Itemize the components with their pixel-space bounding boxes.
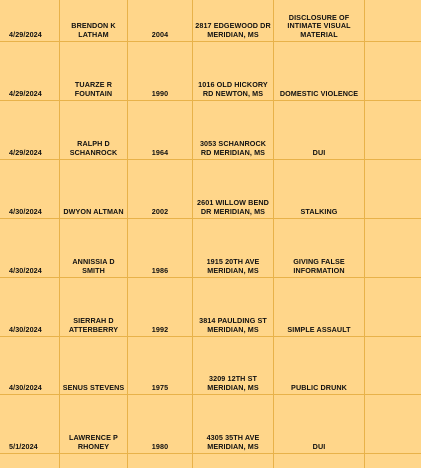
table-row xyxy=(0,100,421,159)
address-cell: 3053 SCHANROCK RD MERIDIAN, MS xyxy=(199,139,267,157)
table-row xyxy=(0,41,421,100)
address-cell: 4305 35TH AVE MERIDIAN, MS xyxy=(206,433,260,451)
address-cell: 1915 20TH AVE MERIDIAN, MS xyxy=(206,257,260,275)
charge-cell: DISCLOSURE OF INTIMATE VISUAL MATERIAL xyxy=(287,12,351,39)
address-cell: 2817 EDGEWOOD DR MERIDIAN, MS xyxy=(195,21,271,39)
date-cell: 4/30/2024 xyxy=(9,265,42,275)
date-cell: 4/29/2024 xyxy=(9,147,42,157)
charge-cell: DUI xyxy=(312,441,326,451)
date-cell: 4/30/2024 xyxy=(9,206,42,216)
charge-cell: DUI xyxy=(312,147,326,157)
table-row xyxy=(0,336,421,394)
name-cell: SIERRAH D ATTERBERRY xyxy=(68,316,119,334)
birth-year-cell: 1980 xyxy=(151,441,169,451)
address-cell: 1016 OLD HICKORY RD NEWTON, MS xyxy=(198,80,268,98)
charge-cell: STALKING xyxy=(300,206,338,216)
name-cell: SENUS STEVENS xyxy=(62,382,125,392)
birth-year-cell: 1964 xyxy=(151,147,169,157)
date-cell: 4/30/2024 xyxy=(9,382,42,392)
date-cell: 4/29/2024 xyxy=(9,29,42,39)
birth-year-cell: 1986 xyxy=(151,265,169,275)
date-cell: 4/30/2024 xyxy=(9,324,42,334)
date-cell: 5/1/2024 xyxy=(9,441,38,451)
name-cell: LAWRENCE P RHONEY xyxy=(69,433,118,451)
table-row xyxy=(0,277,421,336)
birth-year-cell: 2002 xyxy=(151,206,169,216)
table-row xyxy=(0,159,421,218)
charge-cell: SIMPLE ASSAULT xyxy=(287,324,351,334)
table-row xyxy=(0,218,421,277)
birth-year-cell: 1990 xyxy=(151,88,169,98)
address-cell: 2601 WILLOW BEND DR MERIDIAN, MS xyxy=(197,198,269,216)
address-cell: 3814 PAULDING ST MERIDIAN, MS xyxy=(199,316,267,334)
table-row xyxy=(0,394,421,453)
name-cell: RALPH D SCHANROCK xyxy=(69,139,118,157)
birth-year-cell: 2004 xyxy=(151,29,169,39)
charge-cell: DOMESTIC VIOLENCE xyxy=(279,88,359,98)
name-cell: BRENDON K LATHAM xyxy=(71,21,116,39)
table-row xyxy=(0,0,421,41)
name-cell: DWYON ALTMAN xyxy=(63,206,124,216)
address-cell: 3209 12TH ST MERIDIAN, MS xyxy=(207,374,259,392)
name-cell: TUARZE R FOUNTAIN xyxy=(74,80,113,98)
birth-year-cell: 1975 xyxy=(151,382,169,392)
charge-cell: PUBLIC DRUNK xyxy=(291,382,347,392)
row-divider xyxy=(0,453,421,454)
date-cell: 4/29/2024 xyxy=(9,88,42,98)
charge-cell: GIVING FALSE INFORMATION xyxy=(293,257,345,275)
birth-year-cell: 1992 xyxy=(151,324,169,334)
name-cell: ANNISSIA D SMITH xyxy=(72,257,115,275)
